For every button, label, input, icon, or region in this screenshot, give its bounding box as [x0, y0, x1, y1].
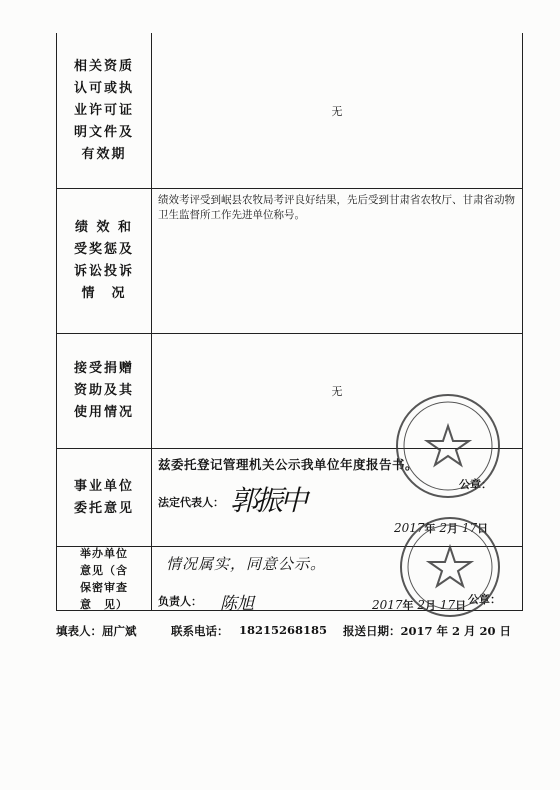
qualifications-value: 无: [331, 104, 343, 118]
official-seal-1: [396, 394, 500, 498]
performance-label: 绩 效 和 受奖惩及 诉讼投诉 情 况: [73, 220, 134, 301]
date-month: 2: [417, 598, 426, 612]
date-year: 2017: [372, 598, 403, 612]
seal-label: 公章：: [459, 478, 492, 491]
date-year-unit: 年: [424, 522, 436, 535]
official-seal-2: [400, 517, 500, 617]
qualifications-label: 相关资质 认可或执 业许可证 明文件及 有效期: [73, 58, 134, 162]
responsible-person-signature: 陈旭: [220, 594, 254, 614]
entrustment-label: 事业单位 委托意见: [73, 478, 134, 516]
legal-representative-signature: 郭振中: [230, 484, 306, 517]
donations-label: 接受捐赠 资助及其 使用情况: [73, 361, 134, 420]
row-label-cell: [57, 334, 152, 448]
date-month-unit: 月: [447, 522, 459, 535]
row-performance: [57, 188, 522, 333]
phone-number: 18215268185: [239, 623, 328, 637]
sponsor-opinion-handwritten: 情况属实，同意公示。: [166, 555, 327, 573]
entrustment-statement: 兹委托登记管理机关公示我单位年度报告书。: [158, 457, 419, 472]
row-content-cell: [152, 189, 522, 333]
date-year: 2017: [394, 521, 425, 535]
row-label-cell: [57, 547, 152, 611]
row-content-cell: [152, 33, 522, 188]
report-date: 报送日期：2017 年 2 月 20 日: [343, 624, 512, 638]
filler-label: 填表人：屈广斌: [56, 624, 137, 638]
responsible-person-label: 负责人：: [158, 595, 202, 608]
donations-value: 无: [331, 385, 343, 398]
date-day: 17: [439, 598, 456, 612]
row-qualifications: [57, 33, 522, 188]
date-month-unit: 月: [425, 599, 437, 612]
seal-label: 公章：: [468, 593, 501, 606]
row-label-cell: [57, 449, 152, 546]
sponsor-opinion-label: 举办单位 意见（含 保密审查 意 见）: [80, 547, 128, 611]
date-year-unit: 年: [402, 599, 414, 612]
date-month: 2: [439, 521, 448, 535]
legal-representative-label: 法定代表人：: [158, 496, 224, 509]
seal-star-icon: [398, 396, 498, 496]
row-label-cell: [57, 33, 152, 188]
seal-star-icon: [402, 519, 498, 615]
date-day-unit: 日: [455, 599, 467, 612]
phone-label: 联系电话：: [171, 624, 229, 638]
form-footer: [56, 623, 526, 643]
date-day: 17: [461, 521, 478, 535]
date-day-unit: 日: [477, 522, 489, 535]
row-label-cell: [57, 189, 152, 333]
performance-value: 绩效考评受到岷县农牧局考评良好结果，先后受到甘肃省农牧厅、甘肃省动物卫生监督所工作先进单位称号。: [158, 194, 515, 221]
